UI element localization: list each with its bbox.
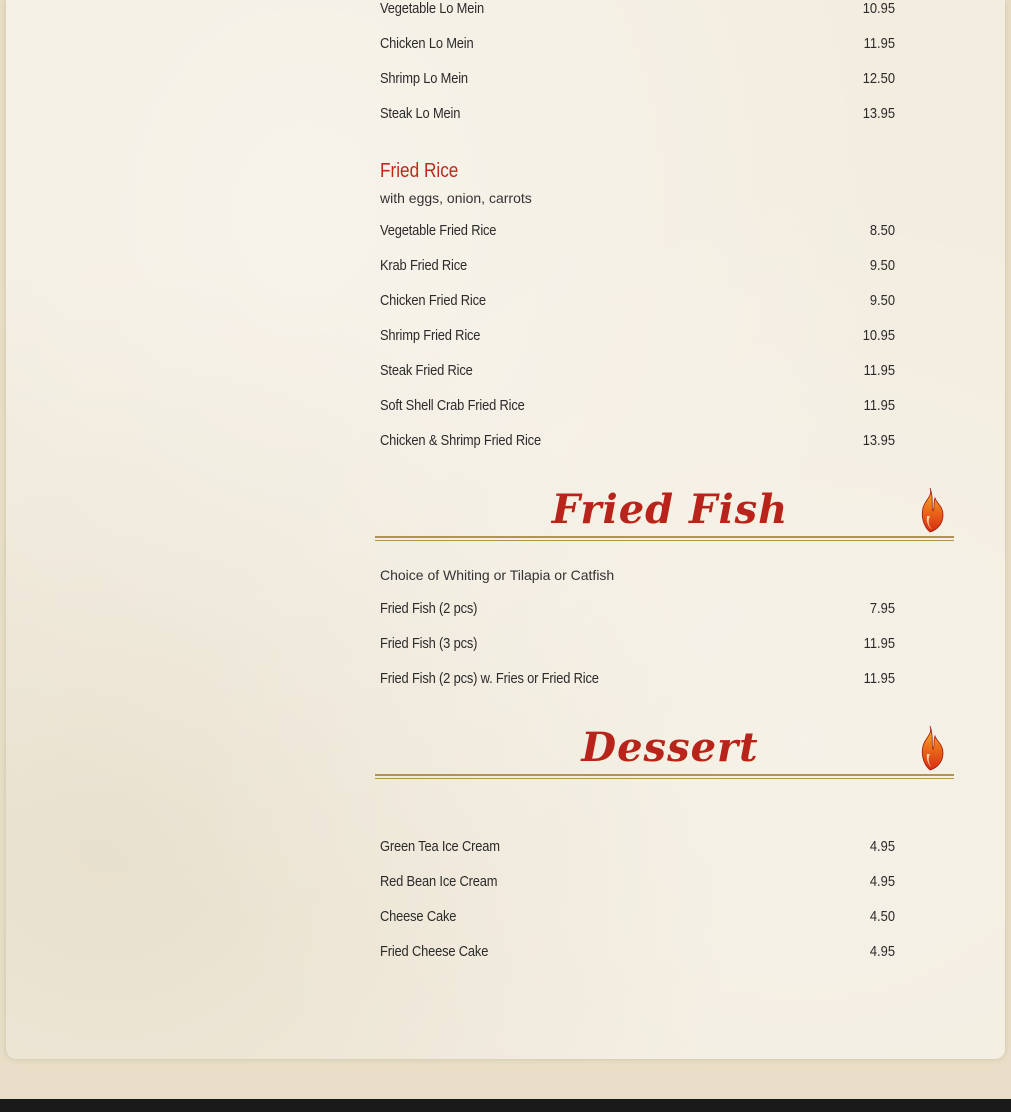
menu-item-name: Vegetable Lo Mein (380, 0, 484, 17)
fried-fish-title: Fried Fish (551, 486, 789, 533)
menu-item-name: Vegetable Fried Rice (380, 222, 497, 239)
menu-item-name: Fried Cheese Cake (380, 943, 489, 960)
section-divider (375, 774, 954, 779)
menu-item (380, 362, 823, 386)
menu-item-price: 4.95 (869, 838, 895, 855)
menu-item (380, 327, 823, 351)
menu-item-name: Cheese Cake (380, 908, 457, 925)
menu-item (380, 222, 823, 246)
menu-item-price: 9.50 (869, 257, 895, 274)
menu-item-price: 9.50 (869, 292, 895, 309)
menu-item-price: 11.95 (863, 35, 895, 52)
menu-item (380, 670, 823, 694)
menu-item (380, 432, 823, 456)
fried-rice-heading: Fried Rice (380, 160, 459, 182)
menu-item-name: Fried Fish (3 pcs) (380, 635, 478, 652)
menu-item-price: 10.95 (862, 327, 895, 344)
menu-item-name: Fried Fish (2 pcs) w. Fries or Fried Rice (380, 670, 599, 687)
menu-item (380, 257, 823, 281)
menu-item (380, 397, 823, 421)
flame-icon (913, 486, 947, 534)
menu-item-name: Shrimp Lo Mein (380, 70, 468, 87)
menu-item (380, 838, 823, 862)
menu-item-name: Steak Lo Mein (380, 105, 461, 122)
menu-item (380, 0, 823, 24)
menu-item-price: 4.95 (869, 873, 895, 890)
menu-item (380, 908, 823, 932)
menu-item (380, 292, 823, 316)
menu-item (380, 70, 823, 94)
menu-item-price: 4.50 (869, 908, 895, 925)
menu-item-name: Chicken Lo Mein (380, 35, 474, 52)
menu-item-price: 13.95 (862, 432, 895, 449)
menu-item (380, 600, 823, 624)
menu-item (380, 35, 823, 59)
menu-item-name: Krab Fried Rice (380, 257, 468, 274)
menu-item-name: Soft Shell Crab Fried Rice (380, 397, 525, 414)
menu-item-name: Chicken & Shrimp Fried Rice (380, 432, 541, 449)
menu-item-price: 10.95 (862, 0, 895, 17)
footer-bar (0, 1099, 1011, 1112)
menu-item-name: Chicken Fried Rice (380, 292, 486, 309)
dessert-title: Dessert (581, 724, 759, 771)
menu-item (380, 943, 823, 967)
menu-item (380, 873, 823, 897)
menu-item-price: 11.95 (863, 362, 895, 379)
menu-item (380, 105, 823, 129)
menu-item-name: Red Bean Ice Cream (380, 873, 498, 890)
menu-item (380, 635, 823, 659)
menu-item-price: 7.95 (869, 600, 895, 617)
menu-item-price: 13.95 (862, 105, 895, 122)
section-divider (375, 536, 954, 541)
fried-fish-note: Choice of Whiting or Tilapia or Catfish (380, 567, 615, 583)
menu-item-price: 11.95 (863, 670, 895, 687)
menu-item-price: 12.50 (862, 70, 895, 87)
menu-item-name: Fried Fish (2 pcs) (380, 600, 478, 617)
menu-item-price: 11.95 (863, 397, 895, 414)
fried-rice-note: with eggs, onion, carrots (380, 190, 532, 206)
menu-item-price: 4.95 (869, 943, 895, 960)
flame-icon (913, 724, 947, 772)
menu-item-name: Green Tea Ice Cream (380, 838, 500, 855)
menu-item-name: Steak Fried Rice (380, 362, 473, 379)
menu-item-price: 8.50 (869, 222, 895, 239)
menu-item-price: 11.95 (863, 635, 895, 652)
menu-item-name: Shrimp Fried Rice (380, 327, 481, 344)
